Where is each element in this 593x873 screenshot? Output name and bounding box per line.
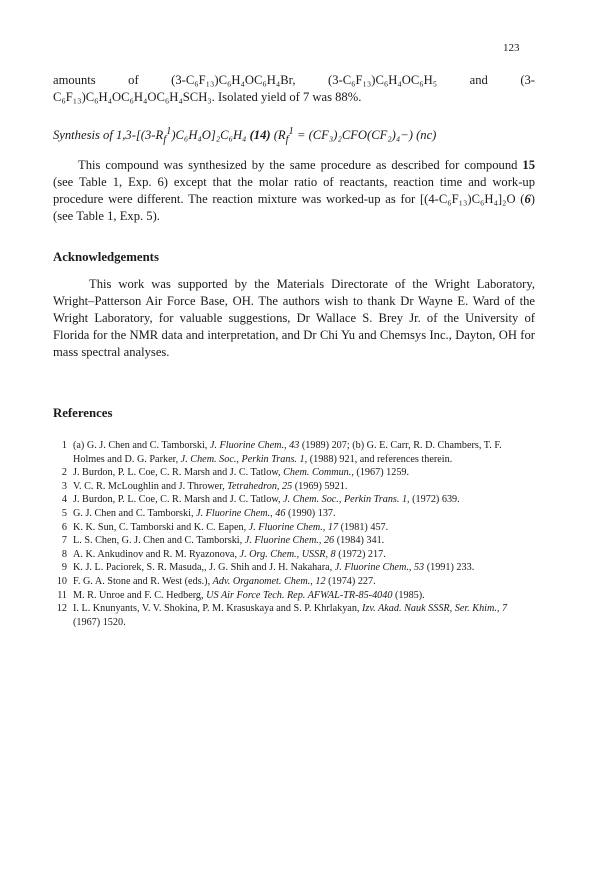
reference-authors: J. Burdon, P. L. Coe, C. R. Marsh and J. C. Tatlow, xyxy=(73,494,284,506)
reference-details: (1969) 5921. xyxy=(292,480,348,492)
reference-item xyxy=(53,439,535,466)
synthesis-paragraph xyxy=(53,157,535,225)
reference-journal: J. Fluorine Chem., 26 xyxy=(244,535,335,547)
reference-number: 4 xyxy=(61,494,67,506)
reference-item xyxy=(53,466,535,480)
reference-authors: A. K. Ankudinov and R. M. Ryazonova, xyxy=(73,548,240,560)
reference-journal: US Air Force Tech. Rep. AFWAL-TR-85-4040 xyxy=(206,589,393,601)
reference-journal: J. Fluorine Chem., 46 xyxy=(196,507,286,519)
page-number: 123 xyxy=(503,42,520,54)
reference-details: (1972) 639. xyxy=(409,494,460,506)
reference-details: (1988) 921, and references therein. xyxy=(307,453,453,465)
compound-number-15: 15 xyxy=(522,158,535,172)
reference-journal: Tetrahedron, 25 xyxy=(227,480,293,492)
synthesis-heading-post-sup: 1 xyxy=(288,126,294,137)
reference-authors: I. L. Knunyants, V. V. Shokina, P. M. Krasuskaya and S. P. Khrlakyan, xyxy=(73,603,363,615)
reference-item xyxy=(53,521,535,535)
reference-details: (1991) 233. xyxy=(424,562,475,574)
reference-journal: J. Fluorine Chem., 17 xyxy=(248,521,339,533)
reference-details: (1981) 457. xyxy=(338,521,389,533)
reference-item xyxy=(53,493,535,507)
synthesis-heading xyxy=(53,124,535,149)
reference-journal: J. Org. Chem., USSR, 8 xyxy=(239,548,336,560)
reference-number: 5 xyxy=(61,507,67,519)
acknowledgements-paragraph: This work was supported by the Materials Directorate of the Wright Laboratory, Wright–Patterson Air Force Base, OH. The authors wish to thank Dr Wayne E. Ward of the Wright Laboratory, for valuable suggestions, Dr Wallace S. Brey Jr. of the University of Florida for the NMR data and interpretation, and Dr Chi Yu and Chemsys Inc., Dayton, OH for mass spectral analyses. xyxy=(53,277,535,359)
compound-number-6: 6 xyxy=(524,192,531,206)
synthesis-text-c: ) (see Table 1, Exp. 5). xyxy=(53,192,535,223)
reference-number: 2 xyxy=(61,467,67,479)
reference-item xyxy=(53,575,535,589)
reference-number: 3 xyxy=(61,480,67,492)
reference-authors: K. J. L. Paciorek, S. R. Masuda,, J. G. Shih and J. H. Nakahara, xyxy=(73,562,335,574)
reference-journal: J. Chem. Soc., Perkin Trans. 1, xyxy=(283,494,410,506)
reference-number: 12 xyxy=(56,603,67,615)
paragraph-continuation: amounts of (3-C₆F₁₃)C₆H₄OC₆H₄Br, (3-C₆F₁₃)C₆H₄OC₆H₅ and (3-C₆F₁₃)C₆H₄OC₆H₄OC₆H₄SCH₃. Isolated yield of 7 was 88%. xyxy=(53,73,535,104)
reference-details: (1972) 217. xyxy=(335,548,386,560)
reference-authors: M. R. Unroe and F. C. Hedberg, xyxy=(73,589,207,601)
reference-item xyxy=(53,561,535,575)
reference-journal: J. Chem. Soc., Perkin Trans. 1, xyxy=(180,453,308,465)
reference-journal: J. Fluorine Chem., 43 xyxy=(209,440,300,451)
synthesis-heading-post-sub: f xyxy=(285,134,289,146)
reference-journal: J. Fluorine Chem., 53 xyxy=(334,562,425,574)
reference-item xyxy=(53,602,535,629)
reference-details: (1989) 207; (b) G. E. Carr, R. D. Chambers, T. F. Holmes and D. G. Parker, xyxy=(73,440,502,465)
reference-authors: G. J. Chen and C. Tamborski, xyxy=(73,507,197,519)
reference-number: 7 xyxy=(61,535,67,547)
reference-details: (1984) 341. xyxy=(334,535,385,547)
synthesis-heading-post-b: = (CF₃)₂CFO(CF₂)₄−) (nc) xyxy=(293,128,437,143)
reference-authors: L. S. Chen, G. J. Chen and C. Tamborski, xyxy=(73,535,245,547)
reference-journal: Izv. Akad. Nauk SSSR, Ser. Khim., 7 xyxy=(362,603,508,615)
reference-number: 8 xyxy=(61,548,67,560)
references-list xyxy=(53,439,535,629)
reference-authors: K. K. Sun, C. Tamborski and K. C. Eapen, xyxy=(73,521,249,533)
reference-details: (1967) 1520. xyxy=(73,616,126,628)
synthesis-heading-rf-sub: f xyxy=(163,134,167,146)
reference-details: (1990) 137. xyxy=(285,507,336,519)
reference-item xyxy=(53,548,535,562)
synthesis-heading-pre: Synthesis of 1,3-[(3-R xyxy=(53,128,164,143)
synthesis-heading-mid: )C₆H₄O]₂C₆H₄ xyxy=(171,128,250,143)
reference-item xyxy=(53,507,535,521)
reference-journal: Adv. Organomet. Chem., 12 xyxy=(212,575,326,587)
reference-item xyxy=(53,534,535,548)
synthesis-heading-rf-sup: 1 xyxy=(166,126,172,137)
reference-number: 9 xyxy=(61,562,67,574)
reference-item xyxy=(53,589,535,603)
reference-authors: V. C. R. McLoughlin and J. Thrower, xyxy=(73,480,228,492)
reference-journal: Chem. Commun., xyxy=(283,467,354,479)
synthesis-heading-post-a: (R xyxy=(270,128,286,143)
reference-number: 10 xyxy=(56,575,67,587)
reference-authors: J. Burdon, P. L. Coe, C. R. Marsh and J. C. Tatlow, xyxy=(73,467,284,479)
synthesis-text-a: This compound was synthesized by the same procedure as described for compound xyxy=(78,158,523,172)
synthesis-text-b: (see Table 1, Exp. 6) except that the molar ratio of reactants, reaction time and work-up procedure were different. The reaction mixture was worked-up as for [(4-C₆F₁₃)C₆H₄]₂O ( xyxy=(53,175,535,206)
references-heading: References xyxy=(53,406,113,420)
reference-details: (1967) 1259. xyxy=(353,467,410,479)
reference-number: 1 xyxy=(61,440,67,451)
reference-number: 11 xyxy=(57,589,67,601)
acknowledgements-heading: Acknowledgements xyxy=(53,250,159,264)
reference-details: (1985). xyxy=(392,589,425,601)
reference-authors: (a) G. J. Chen and C. Tamborski, xyxy=(73,440,210,451)
reference-authors: F. G. A. Stone and R. West (eds.), xyxy=(73,575,213,587)
compound-number-14: (14) xyxy=(249,128,271,143)
reference-details: (1974) 227. xyxy=(325,575,376,587)
reference-number: 6 xyxy=(61,521,67,533)
reference-item xyxy=(53,480,535,494)
